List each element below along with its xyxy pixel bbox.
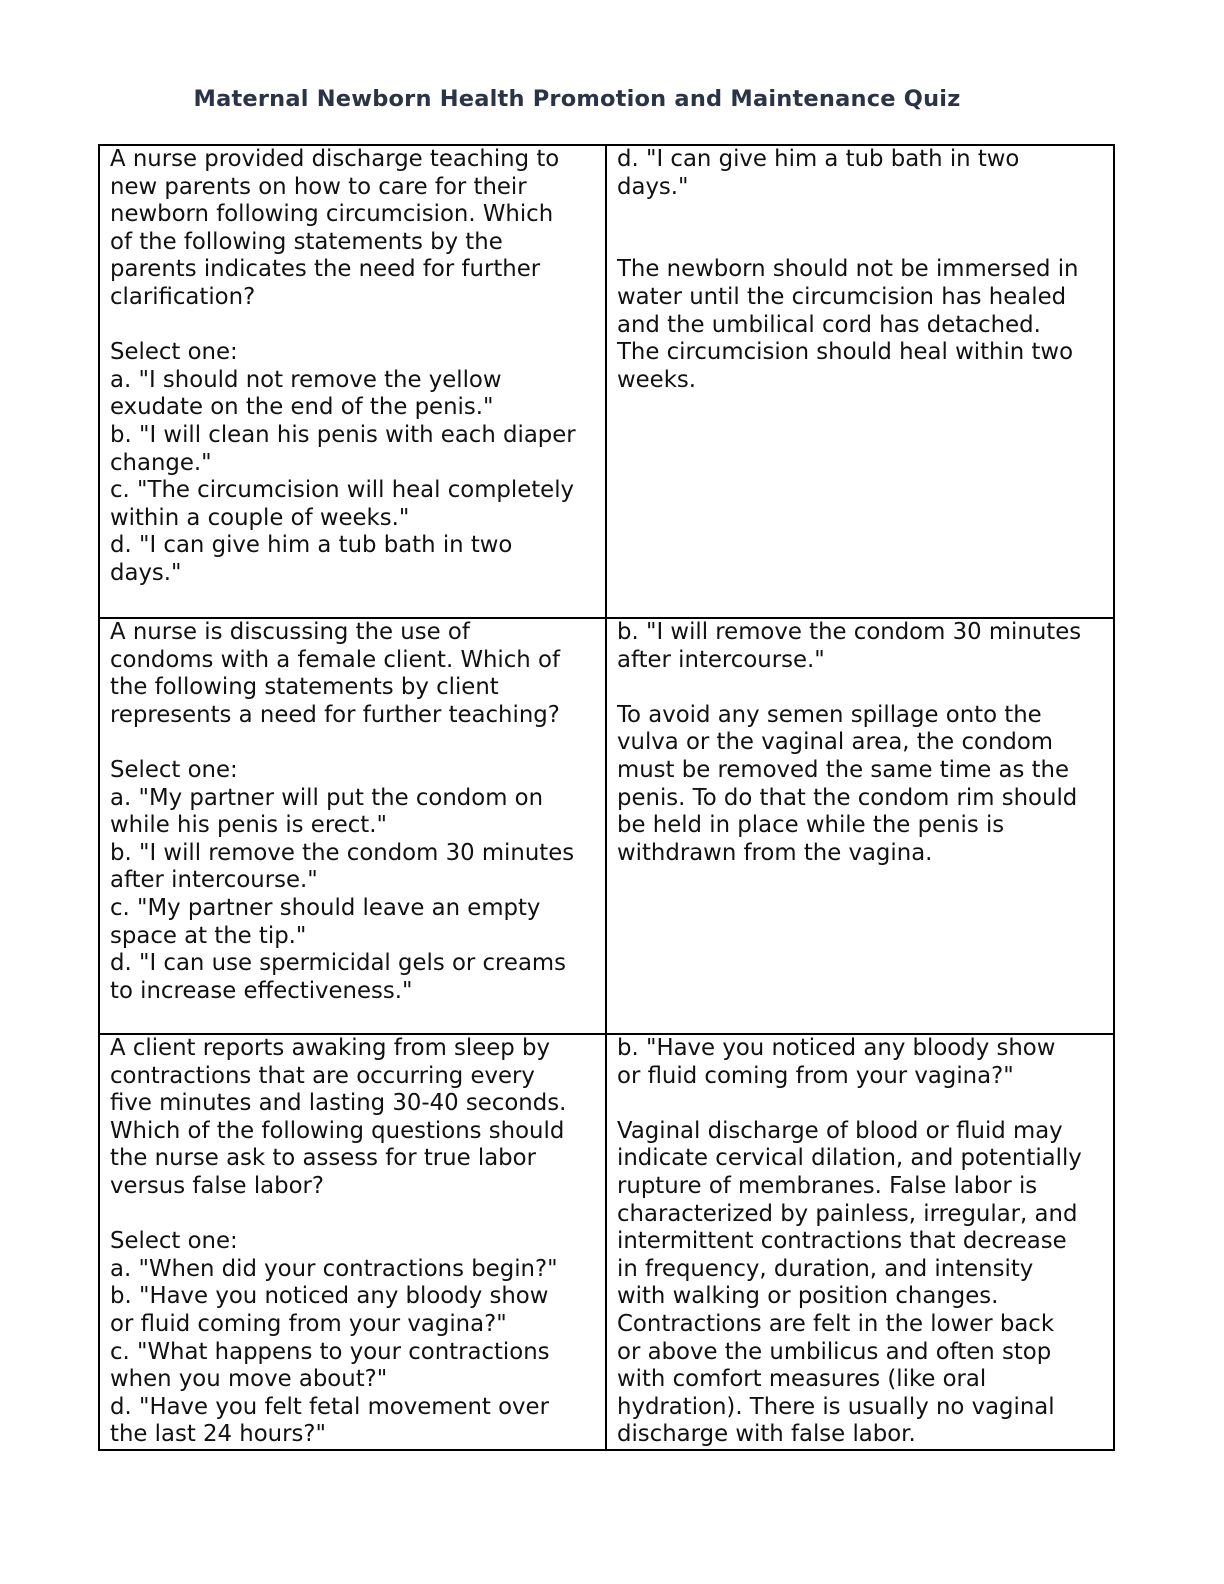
question-text-line: versus false labor? — [110, 1172, 325, 1199]
answer-text-line: b. "Have you noticed any bloody show — [617, 1035, 1056, 1061]
answer-text-line: intermittent contractions that decrease — [617, 1228, 1067, 1255]
answer-text-line: The circumcision should heal within two — [617, 339, 1074, 366]
answer-text-line: water until the circumcision has healed — [617, 283, 1067, 310]
answer-text-line — [617, 674, 1105, 702]
question-text-line: d. "I can give him a tub bath in two — [110, 532, 513, 559]
question-text-line: c. "My partner should leave an empty — [110, 894, 541, 921]
question-text-line: a. "When did your contractions begin?" — [110, 1255, 558, 1282]
answer-text-line: must be removed the same time as the — [617, 756, 1069, 783]
question-text-line: days." — [110, 559, 182, 586]
question-text-line: change." — [110, 449, 212, 476]
answer-text-line: penis. To do that the condom rim should — [617, 784, 1078, 811]
answer-text-line — [617, 229, 1105, 257]
question-text-line: a. "I should not remove the yellow — [110, 366, 502, 393]
question-text-line: while his penis is erect." — [110, 812, 387, 839]
question-text-line: c. "What happens to your contractions — [110, 1338, 550, 1365]
quiz-table — [98, 144, 1115, 1451]
question-text-line: b. "Have you noticed any bloody show — [110, 1283, 549, 1310]
answer-text-line: with walking or position changes. — [617, 1283, 999, 1310]
answer-text-line: vulva or the vaginal area, the condom — [617, 729, 1054, 756]
question-text-line: space at the tip." — [110, 922, 307, 949]
question-text-line: after intercourse." — [110, 867, 318, 894]
question-text-line: condoms with a female client. Which of — [110, 646, 560, 673]
answer-cell — [606, 1034, 1114, 1450]
quiz-row — [99, 1034, 1114, 1450]
answer-text-line: be held in place while the penis is — [617, 812, 1005, 839]
question-text-line: A nurse is discussing the use of — [110, 619, 470, 645]
answer-text-line: weeks. — [617, 366, 697, 393]
answer-text-line: with comfort measures (like oral — [617, 1366, 987, 1393]
question-text-line: Which of the following questions should — [110, 1117, 565, 1144]
answer-text-line: days." — [617, 173, 689, 200]
question-text-line: new parents on how to care for their — [110, 173, 527, 200]
question-text-line: a. "My partner will put the condom on — [110, 784, 544, 811]
question-text-line: to increase effectiveness." — [110, 977, 413, 1004]
question-text-line: A client reports awaking from sleep by — [110, 1035, 550, 1061]
question-text-line — [110, 729, 597, 757]
answer-text-line: Vaginal discharge of blood or fluid may — [617, 1117, 1063, 1144]
question-text-line: contractions that are occurring every — [110, 1062, 535, 1089]
quiz-row — [99, 618, 1114, 1034]
answer-text-line: in frequency, duration, and intensity — [617, 1255, 1034, 1282]
question-text-line: clarification? — [110, 283, 256, 310]
answer-text-line: hydration). There is usually no vaginal — [617, 1393, 1055, 1420]
question-text-line: Select one: — [110, 339, 238, 366]
answer-text-line — [617, 201, 1105, 229]
answer-text-line: discharge with false labor. — [617, 1421, 916, 1448]
answer-text-line: Contractions are felt in the lower back — [617, 1310, 1055, 1337]
question-text-line: d. "Have you felt fetal movement over — [110, 1393, 549, 1420]
question-text-line — [110, 1201, 597, 1229]
answer-text-line: after intercourse." — [617, 646, 825, 673]
answer-text-line — [617, 1090, 1105, 1118]
question-text-line: when you move about?" — [110, 1366, 388, 1393]
quiz-row — [99, 145, 1114, 618]
question-text-line: five minutes and lasting 30-40 seconds. — [110, 1090, 567, 1117]
question-text-line: c. "The circumcision will heal completely — [110, 477, 575, 504]
question-text-line — [110, 312, 597, 340]
question-text-line: the last 24 hours?" — [110, 1421, 326, 1448]
answer-text-line: or above the umbilicus and often stop — [617, 1338, 1052, 1365]
page-title: Maternal Newborn Health Promotion and Maintenance Quiz — [193, 86, 961, 112]
answer-text-line: characterized by painless, irregular, and — [617, 1200, 1078, 1227]
question-text-line: d. "I can use spermicidal gels or creams — [110, 950, 566, 977]
answer-text-line: To avoid any semen spillage onto the — [617, 701, 1042, 728]
question-text-line: represents a need for further teaching? — [110, 701, 560, 728]
question-text-line: exudate on the end of the penis." — [110, 394, 494, 421]
answer-text-line: b. "I will remove the condom 30 minutes — [617, 619, 1082, 645]
question-text-line: of the following statements by the — [110, 228, 503, 255]
question-text-line: b. "I will remove the condom 30 minutes — [110, 839, 575, 866]
question-text-line: Select one: — [110, 756, 238, 783]
answer-text-line: or fluid coming from your vagina?" — [617, 1062, 1014, 1089]
question-text-line: Select one: — [110, 1228, 238, 1255]
answer-text-line: withdrawn from the vagina. — [617, 839, 933, 866]
answer-text-line: and the umbilical cord has detached. — [617, 311, 1041, 338]
question-text-line: newborn following circumcision. Which — [110, 201, 554, 228]
question-text-line: parents indicates the need for further — [110, 256, 541, 283]
answer-text-line: d. "I can give him a tub bath in two — [617, 146, 1020, 172]
answer-text-line: indicate cervical dilation, and potentially — [617, 1145, 1082, 1172]
question-text-line: the following statements by client — [110, 674, 499, 701]
question-text-line: within a couple of weeks." — [110, 504, 410, 531]
question-text-line: the nurse ask to assess for true labor — [110, 1145, 536, 1172]
question-cell — [99, 1034, 606, 1450]
question-text-line: A nurse provided discharge teaching to — [110, 146, 560, 172]
question-cell — [99, 618, 606, 1034]
answer-text-line: The newborn should not be immersed in — [617, 256, 1079, 283]
question-cell — [99, 145, 606, 618]
question-text-line: b. "I will clean his penis with each diaper — [110, 421, 576, 448]
answer-text-line: rupture of membranes. False labor is — [617, 1172, 1038, 1199]
answer-cell — [606, 618, 1114, 1034]
answer-cell — [606, 145, 1114, 618]
question-text-line: or fluid coming from your vagina?" — [110, 1310, 507, 1337]
